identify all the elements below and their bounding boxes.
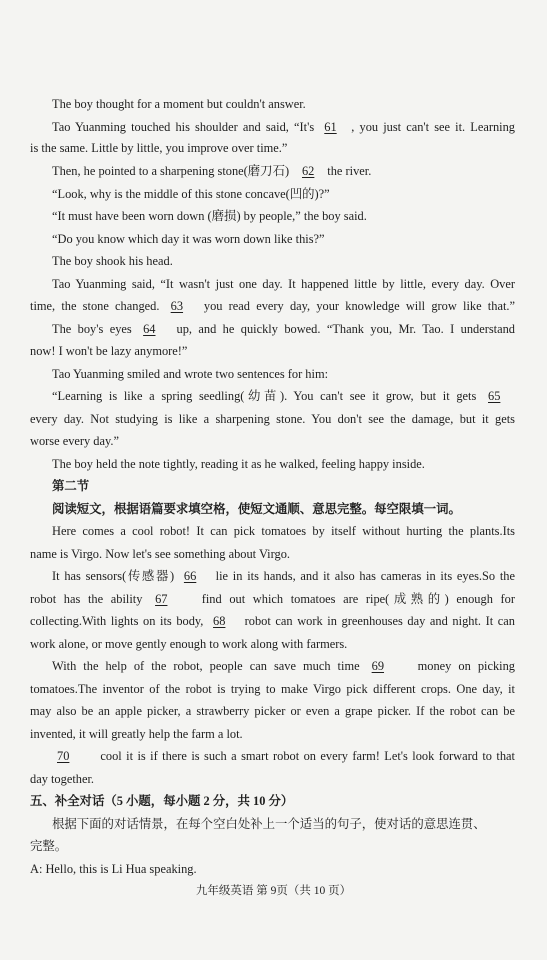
part-5-title: 五、补全对话（5 小题，每小题 2 分，共 10 分） (30, 794, 294, 808)
text: The boy's eyes (52, 322, 139, 336)
text: find out which tomatoes are ripe(成熟的) enough for (194, 592, 515, 606)
text: the river. (324, 164, 372, 178)
blank-68: 68 (213, 614, 226, 628)
passage-a-line-9: Tao Yuanming said, “It wasn't just one day. It happened little by little, every day. Over (52, 277, 515, 291)
passage-b-line-11 (52, 748, 515, 764)
text: Tao Yuanming touched his shoulder and said, “It's (52, 120, 320, 134)
passage-a-line-8: The boy shook his head. (52, 254, 173, 268)
blank-64: 64 (143, 322, 156, 336)
passage-a-line-5: “Look, why is the middle of this stone concave(凹的)?” (52, 187, 330, 201)
part-5-instruction: 根据下面的对话情景，在每个空白处补上一个适当的句子，使对话的意思连贯、 (52, 817, 486, 831)
page-footer: 九年级英语 第 9页（共 10 页） (195, 885, 352, 897)
passage-a-line-1: The boy thought for a moment but couldn't answer. (52, 97, 306, 111)
text: It has sensors(传感器) (52, 569, 179, 583)
passage-a-line-13: Tao Yuanming smiled and wrote two sentences for him: (52, 367, 329, 381)
blank-70: 70 (57, 749, 70, 763)
text: robot can work in greenhouses day and night. It can (240, 614, 515, 628)
blank-61: 61 (324, 120, 337, 134)
text: Then, he pointed to a sharpening stone(磨刀石) (52, 164, 293, 178)
passage-a-line-17: The boy held the note tightly, reading it as he walked, feeling happy inside. (52, 457, 425, 471)
passage-b-line-4 (30, 591, 515, 607)
section-2-instruction: 阅读短文，根据语篇要求填空格，使短文通顺、意思完整。每空限填一词。 (52, 502, 461, 516)
passage-b-line-12: day together. (30, 772, 94, 786)
passage-a-line-14 (52, 388, 515, 404)
blank-66: 66 (183, 569, 197, 583)
blank-62: 62 (301, 164, 315, 178)
passage-b-line-3 (52, 568, 515, 584)
passage-b-line-1: Here comes a cool robot! It can pick tomatoes by itself without hurting the plants.Its (52, 524, 515, 538)
passage-b-line-7 (52, 658, 515, 674)
passage-a-line-2 (52, 119, 515, 135)
text: “Learning is like a spring seedling(幼苗). You can't see it grow, but it gets (52, 389, 483, 403)
passage-b-line-5 (30, 613, 515, 629)
passage-b-line-6: work alone, or move gently enough to work along with farmers. (30, 637, 348, 651)
text: you read every day, your knowledge will grow like that.” (197, 299, 515, 313)
passage-a-line-10 (30, 298, 515, 314)
text: money on picking (410, 659, 516, 673)
text: lie in its hands, and it also has cameras in its eyes.So the (210, 569, 515, 583)
text: up, and he quickly bowed. “Thank you, Mr. Tao. I understand (170, 322, 515, 336)
part-5-instruction-cont: 完整。 (30, 839, 68, 853)
text: , you just can't see it. Learning (351, 120, 515, 134)
passage-b-line-2: name is Virgo. Now let's see something about Virgo. (30, 547, 291, 561)
text: With the help of the robot, people can save much time (52, 659, 367, 673)
passage-a-line-16: worse every day.” (30, 434, 119, 448)
blank-65: 65 (488, 389, 501, 403)
passage-b-line-8: tomatoes.The inventor of the robot is trying to make Virgo pick different crops. One day, it (30, 682, 515, 696)
text: time, the stone changed. (30, 299, 166, 313)
blank-63: 63 (170, 299, 184, 313)
text: robot has the ability (30, 592, 151, 606)
passage-b-line-9: may also be an apple picker, a strawberry picker or even a grape picker. If the robot can be (30, 704, 515, 718)
dialog-line-a: A: Hello, this is Li Hua speaking. (30, 862, 197, 876)
passage-a-line-4 (52, 163, 515, 179)
passage-a-line-6: “It must have been worn down (磨损) by people,” the boy said. (52, 209, 367, 223)
passage-a-line-7: “Do you know which day it was worn down like this?” (52, 232, 325, 246)
section-2-title: 第二节 (52, 479, 90, 493)
text: collecting.With lights on its body, (30, 614, 209, 628)
passage-a-line-12: now! I won't be lazy anymore!” (30, 344, 188, 358)
passage-a-line-11 (52, 321, 515, 337)
passage-a-line-3: is the same. Little by little, you improve over time.” (30, 141, 288, 155)
text: cool it is if there is such a smart robot on every farm! Let's look forward to that (96, 749, 515, 763)
passage-a-line-15: every day. Not studying is like a sharpening stone. You don't see the damage, but it gets (30, 412, 515, 426)
passage-b-line-10: invented, it will greatly help the farm a lot. (30, 727, 243, 741)
blank-67: 67 (155, 592, 168, 606)
blank-69: 69 (371, 659, 385, 673)
